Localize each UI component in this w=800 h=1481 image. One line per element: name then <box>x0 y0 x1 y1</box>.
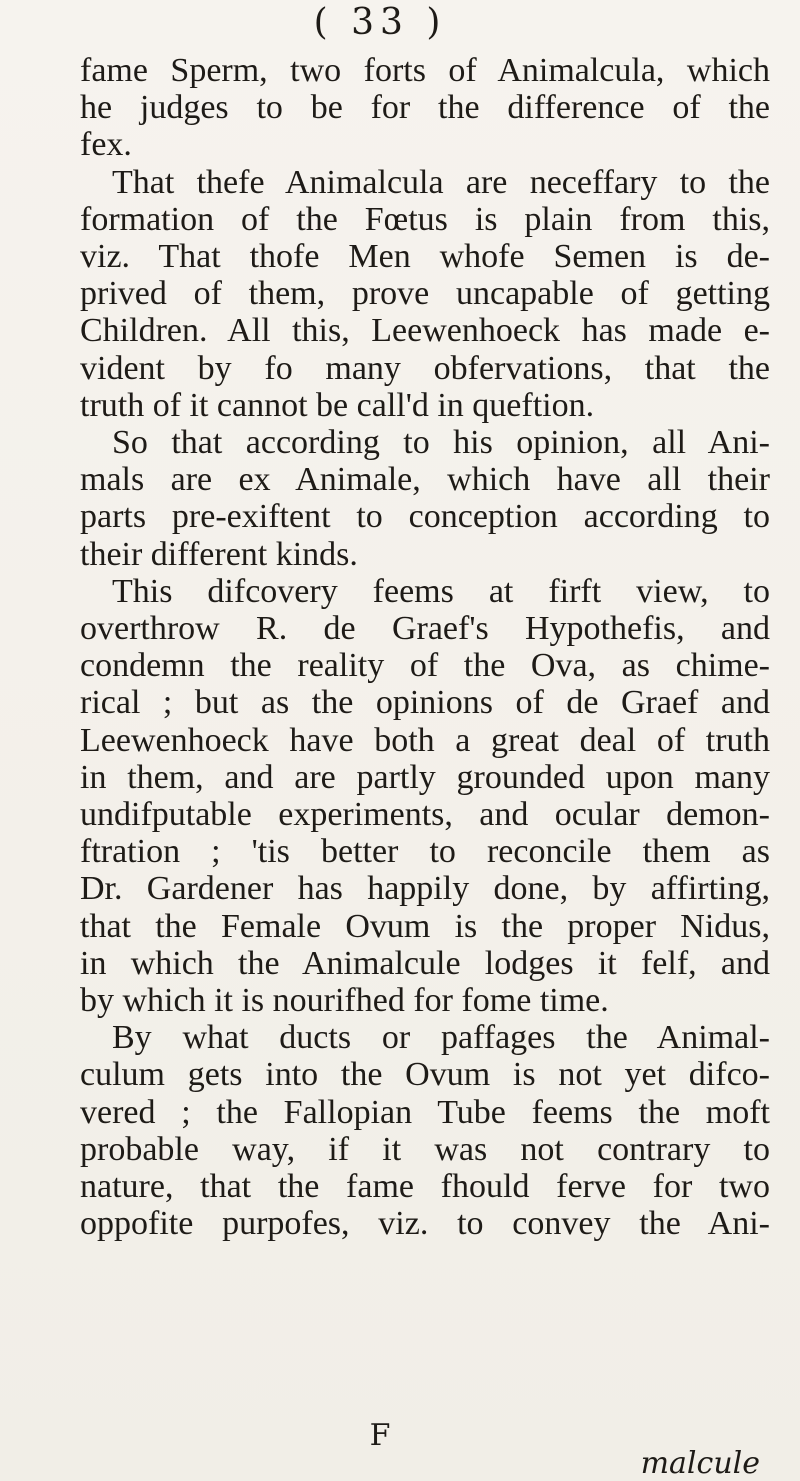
paragraph: That thefe Animalcula are neceffary to the <box>112 163 770 201</box>
paragraph: viz. That thofe Men whofe Semen is de- <box>80 238 770 276</box>
paragraph: fame Sperm, two forts of Animalcula, which <box>80 52 770 89</box>
paragraph: condemn the reality of the Ova, as chime- <box>80 647 770 685</box>
paragraph: their different kinds. <box>80 535 358 573</box>
paragraph: rical ; but as the opinions of de Graef and <box>80 684 770 722</box>
paragraph: truth of it cannot be call'd in queftion. <box>80 386 595 424</box>
body-text <box>80 52 770 1243</box>
page-number: ( 33 ) <box>313 2 447 43</box>
paragraph: By what ducts or paffages the Animal- <box>112 1019 770 1057</box>
paragraph: vered ; the Fallopian Tube feems the moft <box>80 1093 770 1131</box>
paragraph: in which the Animalcule lodges it felf, and <box>80 944 770 982</box>
paragraph: overthrow R. de Graef's Hypothefis, and <box>80 610 770 648</box>
paragraph: oppofite purpofes, viz. to convey the Ani- <box>80 1205 770 1243</box>
catchword: malcule <box>640 1446 760 1481</box>
paragraph: culum gets into the Ovum is not yet difco- <box>80 1056 770 1094</box>
paragraph: parts pre-exiftent to conception according to <box>80 498 770 536</box>
paragraph: Children. All this, Leewenhoeck has made e- <box>80 312 770 350</box>
paragraph: This difcovery feems at firft view, to <box>112 572 770 610</box>
paragraph: ftration ; 'tis better to reconcile them as <box>80 833 770 871</box>
paragraph: So that according to his opinion, all Ani- <box>112 424 770 462</box>
paragraph: nature, that the fame fhould ferve for two <box>80 1168 770 1206</box>
paragraph: Leewenhoeck have both a great deal of truth <box>80 721 770 759</box>
paragraph: probable way, if it was not contrary to <box>80 1130 770 1168</box>
paragraph: Dr. Gardener has happily done, by affirting, <box>80 870 770 908</box>
signature-mark: F <box>369 1418 391 1453</box>
paragraph: that the Female Ovum is the proper Nidus, <box>80 907 770 945</box>
paragraph: mals are ex Animale, which have all their <box>80 461 770 499</box>
paragraph: fex. <box>80 126 132 164</box>
paragraph: he judges to be for the difference of the <box>80 89 770 127</box>
paragraph: formation of the Fœtus is plain from this, <box>80 200 770 238</box>
paragraph: prived of them, prove uncapable of getting <box>80 275 770 313</box>
paragraph: in them, and are partly grounded upon many <box>80 758 770 796</box>
paragraph: by which it is nourifhed for fome time. <box>80 982 609 1020</box>
paragraph: vident by fo many obfervations, that the <box>80 349 770 387</box>
paragraph: undifputable experiments, and ocular demon- <box>80 796 770 834</box>
